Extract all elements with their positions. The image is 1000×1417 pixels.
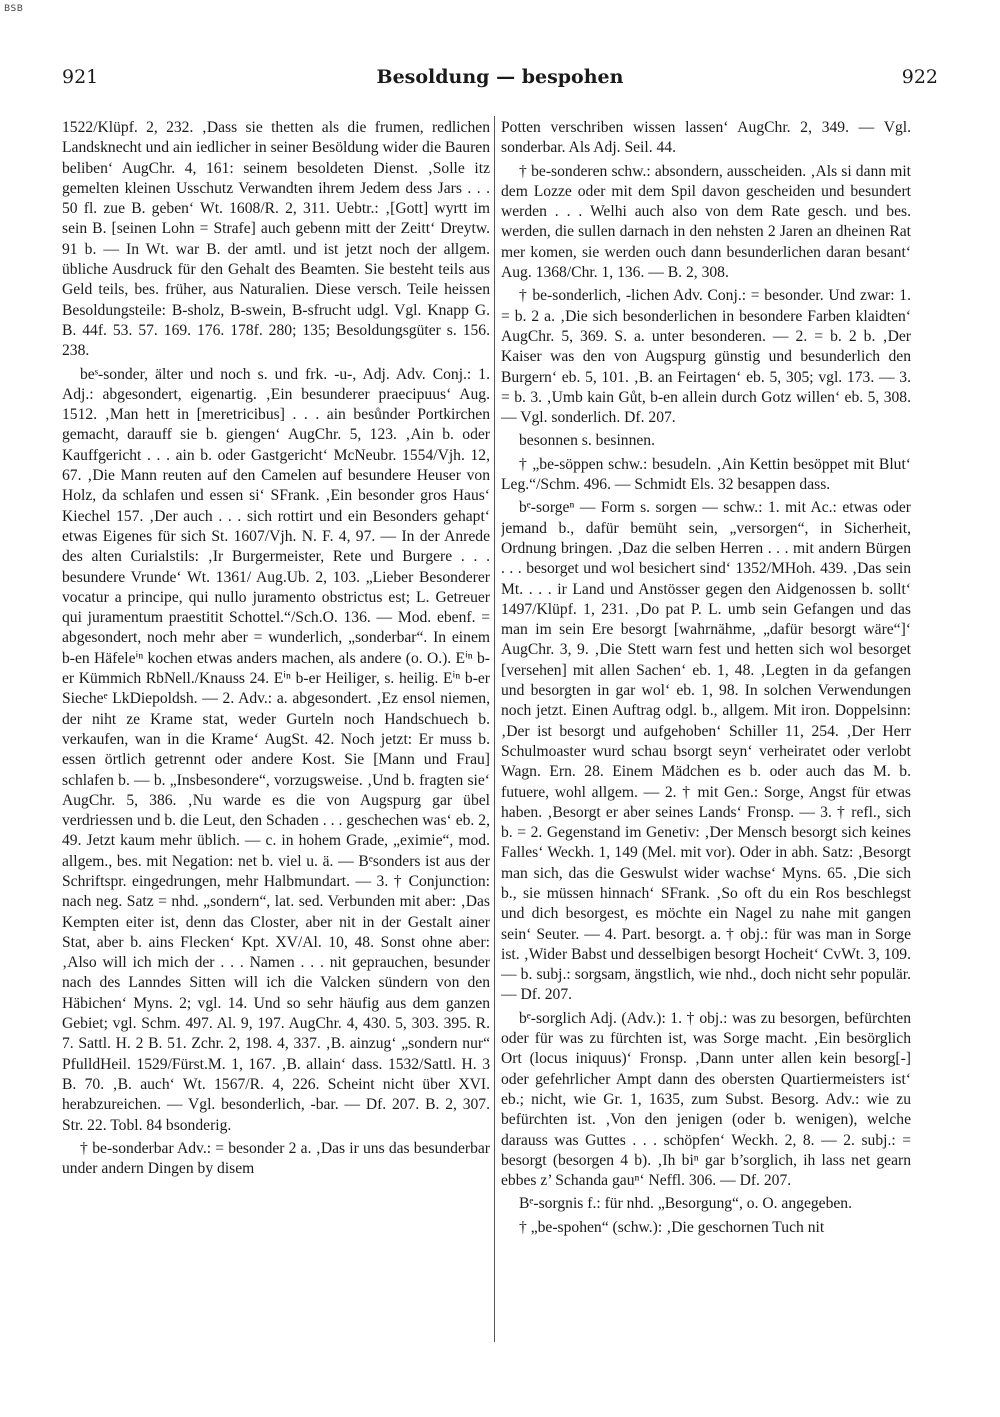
left-column — [62, 118, 490, 1348]
entry-besorgen: bᵉ-sorgeⁿ — Form s. sorgen — schw.: 1. mit Ac.: etwas oder jemand b., dafür bemüht sein, „versorgen“, in Sicherheit, Ordnung bringen. ‚Daz die selben Herren . . . mit andern Bürgen . . . besorget und wol besichert sind‘ 1352/MHoh. 439. ‚Das sein Mt. . . . ir Land und Anstösser gegen den Aidgenossen b. sollt‘ 1497/Klüpf. 1, 231. ‚Do pat P. L. umb sein Gefangen und das man im sein Ere besorgt [wahrnähme, „dafür besorgt wäre“]‘ AugChr. 3, 9. ‚Die Stett warn fest und hetten sich wol besorget [versehen] mit allen Sachen‘ eb. 1, 48. ‚Legten in da gefangen und besorgten in gar wol‘ eb. 1, 98. In solchen Verwendungen noch jetzt. Einen Auftrag odgl. b., allgem. Mit iron. Doppelsinn: ‚Der ist besorgt und aufgehoben‘ Schiller 11, 254. ‚Der Herr Schulmoaster wurd schau bsorgt seyn‘ verheiratet oder verlobt Wagn. Ern. 28. Einem Mädchen es b. oder auch das M. b. futuere, wohl allgem. — 2. † mit Gen.: Sorge, Angst für etwas haben. ‚Besorgt er aber seines Lands‘ Fronsp. — 3. † refl., sich b. = 2. Gegenstand im Genetiv: ‚Der Mensch besorgt sich keines Falles‘ Weckh. 1, 149 (Mel. mit vor). Oder in abh. Satz: ‚Besorgt man sich, das die Geswulst wider wachse‘ Myns. 65. ‚Die sich b., sie müssen hinnach‘ SFrank. ‚So oft du ein Ros beschlegst und dich besorgest, es möchte ein Nagel zu nahe mit gangen sein‘ Seuter. — 4. Part. besorgt. a. † obj.: für was man in Sorge ist. ‚Wider Babst und desselbigen besorgt Hocheit‘ CvWt. 3, 109. — b. subj.: sorgsam, ängstlich, wie nhd., doch nicht sehr populär. — Df. 207. — [501, 499, 911, 1004]
page-number-left: 921 — [62, 66, 99, 88]
entry-bespohen: † „be-spohen“ (schw.): ‚Die geschornen Tuch nit — [519, 1218, 825, 1236]
right-column — [501, 118, 911, 1348]
entry-besonderlich: † be-sonderlich, -lichen Adv. Conj.: = besonder. Und zwar: 1. = b. 2 a. ‚Die sich besonderlichen in besondere Farben klaidten‘ AugChr. 5, 369. S. a. unter besonderen. — 2. = b. 2 b. ‚Der Kaiser was den von Augspurg günstig und besunderlich den Burgern‘ eb. 5, 101. ‚B. an Feirtagen‘ eb. 5, 305; vgl. 173. — 3. = b. 3. ‚Umb kain Gůt, b-en allein durch Gotz willen‘ eb. 5, 308. — Vgl. sonderlich. Df. 207. — [501, 287, 911, 427]
entry-besonderen: † be-sonderen schw.: absondern, ausscheiden. ‚Als si dann mit dem Lozze oder mit dem Spil davon gescheiden und besundert werden . . . Welhi auch also von dem Rate gesch. und bes. werden, die sullen darnach in den nehsten 2 Jaren an dheinen Rat mer komen, sie werden ouch dann besunderlichen daran besant‘ Aug. 1368/Chr. 1, 136. — B. 2, 308. — [501, 162, 911, 282]
entry-besonderbar: † be-sonderbar Adv.: = besonder 2 a. ‚Das ir uns das besunderbar under andern Dingen by disem — [62, 1139, 490, 1178]
entry-besonder: beˢ-sonder, älter und noch s. und frk. -u-, Adj. Adv. Conj.: 1. Adj.: abgesondert, eigenartig. ‚Ein besunderer praecipuus‘ Aug. 1512. ‚Man hett in [meretricibus] . . . ain besůnder Portkirchen gemacht, darauff sie b. giengen‘ AugChr. 5, 123. ‚Ain b. oder Kauffgericht . . . ain b. oder Gastgericht‘ McNeubr. 1554/Vjh. 12, 67. ‚Die Mann reuten auf den Camelen auf besundere Heuser von Holz, da schlafen und essen si‘ SFrank. ‚Ein besonder gros Haus‘ Kiechel 157. ‚Der auch . . . sich rottirt und ein Besonders gehapt‘ etwas Eigenes für sich St. 1607/Vjh. N. F. 4, 97. — In der Anrede des alten Curialstils: ‚Ir Burgermeister, Rete und Burgere . . . besundere Vrunde‘ Wt. 1361/ Aug.Ub. 2, 103. „Lieber Besonderer vocatur a principe, qui nullo juramento obstrictus est; L. Getreuer qui juramentum praestitit Schottel.“/Sch.O. 136. — Mod. ebenf. = abgesondert, noch mehr aber = wunderlich, „sonderbar“. In einem b-en Häfeleⁱⁿ kochen etwas anders machen, als andere (o. O.). Eⁱⁿ b-er Kümmich RbNell./Knauss 24. Eⁱⁿ b-er Heiliger, s. heilig. Eⁱⁿ b-er Siecheᵉ LkDiepoldsh. — 2. Adv.: a. abgesondert. ‚Ez ensol niemen, der niht ze Krame stat, weder Gurteln noch Handschuech b. verkaufen, wan in die Krame‘ AugSt. 42. Noch jetzt: Er muss b. essen örtlich getrennt oder andere Kost. Sie [Mann und Frau] schlafen b. — b. „Insbesondere“, vorzugsweise. ‚Und b. fragten sie‘ AugChr. 5, 386. ‚Nu warde es die von Augspurg gar übel verdriessen und b. die Leut, den Schaden . . . geschechen was‘ eb. 2, 49. Jetzt kaum mehr üblich. — c. in hohem Grade, „eximie“, mod. allgem., bes. mit Negation: net b. viel u. ä. — Bᵉsonders ist aus der Schriftspr. eingedrungen, mehr Halbmundart. — 3. † Conjunction: nach neg. Satz = nhd. „sondern“, lat. sed. Verbunden mit aber: ‚Das Kempten eiter ist, denn das Closter, aber nit in der Gestalt ainer Stat, aber b. ains Flecken‘ Kpt. XV/Al. 10, 48. Sonst ohne aber: ‚Also will ich mich der . . . Namen . . . nit geprauchen, besunder nach des Lanndes Sitten will ich die Valcken sündern von den Häbichen‘ Myns. 2; vgl. 14. Und so sehr häufig aus dem ganzen Gebiet; vgl. Schm. 497. Al. 9, 197. AugChr. 4, 430. 5, 303. 395. R. 7. Sattl. H. 2 B. 51. Zchr. 2, 198. 4, 337. ‚B. ainzug‘ „sondern nur“ PfulldHeil. 1529/Fürst.M. 1, 167. ‚B. allain‘ dass. 1532/Sattl. H. 3 B. 70. ‚B. auch‘ Wt. 1567/R. 4, 226. Scheint nicht über XVI. herabzureichen. — Vgl. besonderlich, -bar. — Df. 207. B. 2, 307. Str. 22. Tobl. 84 bsonderig. — [62, 365, 490, 1134]
paragraph: Potten verschriben wissen lassen‘ AugChr. 2, 349. — Vgl. sonderbar. Als Adj. Seil. 44. — [501, 119, 911, 157]
entry-besorglich: bᵉ-sorglich Adj. (Adv.): 1. † obj.: was zu besorgen, befürchten oder für was zu fürchten ist, was Sorge macht. ‚Ein besörglich Ort (locus iniquus)‘ Fronsp. ‚Dann unter allen kein besorg[-] oder gefehrlicher Ampt dann des obersten Quartiermeisters ist‘ eb.; nicht, wie Gr. 1, 1635, zum Subst. Besorg. Adv.: wie zu befürchten ist. ‚Von den jenigen (oder b. wenigen), welche darauss was Guttes . . . schöpfen‘ Weckh. 2, 8. — 2. subj.: = besorgt (besorgen 4 b). ‚Ih biⁿ gar b’sorglich, ih lass net gearn ebbes z’ Schanda gauⁿ‘ Neffl. 306. — Df. 207. — [501, 1009, 911, 1190]
page-header — [62, 66, 938, 96]
entry-besoeppen: † „be-söppen schw.: besudeln. ‚Ain Kettin besöppet mit Blut‘ Leg.“/Schm. 496. — Schmidt Els. 32 besappen dass. — [501, 455, 911, 494]
column-divider — [494, 116, 495, 1342]
paragraph: 1522/Klüpf. 2, 232. ‚Dass sie thetten als die frumen, redlichen Landsknecht und ain iedlicher in seiner Besöldung wider die Bauren beliben‘ AugChr. 4, 161: seinem besoldeten Dienst. ‚Solle itz gemelten kleinen Usschutz Verwandten ihrem Jedem dess Jars . . . 50 fl. zue B. geben‘ Wt. 1608/R. 2, 311. Uebtr.: ‚[Gott] wyrtt im sein B. [seinen Lohn = Strafe] auch gebenn mitt der Zeitt‘ Dreytw. 91 b. — In Wt. war B. der amtl. und ist jetzt noch der allgem. übliche Ausdruck für den Gehalt des Beamten. Sie besteht teils aus Geld teils, bes. früher, aus Naturalien. Diese versch. Teile heissen Besoldungsteile: B-sholz, B-swein, B-sfrucht udgl. Vgl. Knapp G. B. 44f. 53. 57. 169. 176. 178f. 280; 135; Besoldungsgüter s. 156. 238. — [62, 119, 490, 360]
running-title: Besoldung — bespohen — [376, 66, 624, 88]
entry-besonnen: besonnen s. besinnen. — [519, 432, 655, 450]
library-stamp: BSB — [4, 4, 24, 14]
entry-besorgnis: Bᵉ-sorgnis f.: für nhd. „Besorgung“, o. O. angegeben. — [519, 1195, 852, 1213]
page-number-right: 922 — [901, 66, 938, 88]
